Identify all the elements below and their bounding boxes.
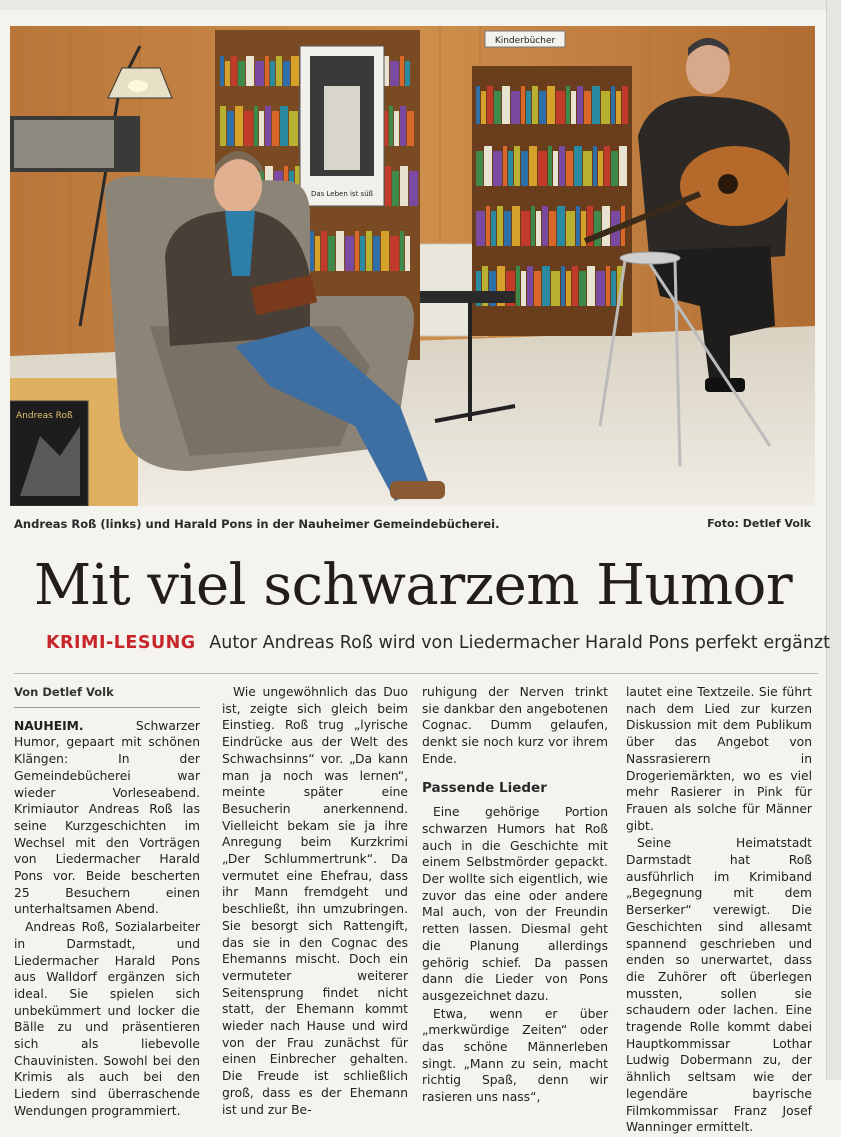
page-edge-top: [0, 0, 826, 10]
paragraph-5: Etwa, wenn er über „merkwürdige Zeiten“ oder das schöne Männerleben singt. „Mann zu sein, macht richtig Spaß, denn wir rasieren uns nass“,: [422, 1006, 608, 1105]
shelf-sign-text: Kinderbücher: [494, 36, 556, 46]
photo-caption: Andreas Roß (links) und Harald Pons in der Nauheimer Gemeindebücherei.: [14, 517, 500, 531]
article-column-2: [222, 684, 408, 1119]
article-subhead: Autor Andreas Roß wird von Liedermacher Harald Pons perfekt ergänzt: [209, 633, 830, 653]
article-headline: Mit viel schwarzem Humor: [33, 553, 793, 618]
article-column-1: [14, 684, 200, 1121]
paragraph-2: Andreas Roß, Sozialarbeiter in Darmstadt, und Liedermacher Harald Pons aus Walldorf ergänzen sich ideal. Sie spielen sich unbekümmert und locker die Bälle zu und präsentieren sich als liebevolle Chauvinisten. Sowohl bei den Krimis als auch bei den Liedern sind überraschende Wendungen programmiert.: [14, 920, 200, 1118]
poster-text: Das Leben ist süß: [310, 190, 374, 198]
byline: Von Detlef Volk: [14, 684, 200, 708]
book-cover-text: Andreas Roß: [16, 411, 73, 421]
photo-credit: Foto: Detlef Volk: [707, 517, 811, 530]
paragraph-3: Wie ungewöhnlich das Duo ist, zeigte sich gleich beim Einstieg. Roß trug „lyrische Eindrücke aus der Welt des Schwachsinns“ vor. „Da kann man ja noch was lernen“, meinte später eine Besucherin anerkennend. Vielleicht bekam sie ja ihre Anregung beim Kurzkrimi „Der Schlummertrunk“. Da vermutet eine Ehefrau, dass ihr Mann fremdgeht und beschließt, ihn umzubringen. Sie besorgt sich Rattengift, das sie in den Cognac des Ehemanns mischt. Doch ein vermuteter weiterer Seitensprung findet nicht statt, der Ehemann kommt wieder nach Hause und wird von der Frau zunächst für einen Einbrecher gehalten. Die Freude ist schließlich groß, dass es der Ehemann ist und zur Be-: [222, 685, 408, 1117]
kicker-line: [46, 633, 830, 653]
paragraph-4: Eine gehörige Portion schwarzen Humors hat Roß auch in die Geschichte mit einem Selbstmörder gepackt. Der wollte sich eigentlich, wie zuvor das eine oder andere Mal auch, von der Freundin retten lassen. Diesmal geht die Planung allerdings gehörig schief. Da passen dann die Lieder von Pons ausgezeichnet dazu.: [422, 805, 608, 1003]
paragraph-3-cont: ruhigung der Nerven trinkt sie dankbar den angebotenen Cognac. Dumm gelaufen, denkt sie noch kurz vor ihrem Ende.: [422, 685, 608, 766]
article-kicker: KRIMI-LESUNG: [46, 633, 196, 653]
dateline: NAUHEIM.: [14, 718, 84, 733]
article-column-4: [626, 684, 812, 1137]
page-edge-right: [826, 0, 841, 1080]
photo-illustration: [10, 26, 815, 506]
paragraph-5-cont: lautet eine Textzeile. Sie führt nach dem Lied zur kurzen Diskussion mit dem Publikum über das Angebot von Nassrasierern in Drogeriemärkten, wo es viel mehr Rasierer in Pink für Frauen als solche für Männer gibt.: [626, 685, 812, 833]
article-column-3: [422, 684, 608, 1107]
lead-paragraph: [14, 718, 200, 918]
lead-text: Schwarzer Humor, gepaart mit schönen Klängen: In der Gemeindebücherei war wieder Vorleseabend. Krimiautor Andreas Roß las seine Kurzgeschichten im Wechsel mit den Vorträgen von Liedermacher Harald Pons vor. Beide bescherten 25 Besuchern einen unterhaltsamen Abend.: [14, 718, 200, 917]
article-photo: [10, 26, 815, 506]
intertitle: Passende Lieder: [422, 779, 547, 796]
headline-rule: [14, 673, 818, 674]
paragraph-6: Seine Heimatstadt Darmstadt hat Roß ausführlich im Krimiband „Begegnung mit dem Berserker“ verewigt. Die Geschichten sind allesamt spannend geschrieben und enden so unerwartet, dass die Zuhörer oft überlegen mussten, sollen sie schaudern oder lachen. Eine tragende Rolle kommt dabei Hauptkommissar Lothar Ludwig Dobermann zu, der ähnlich seltsam wie der legendäre bayrische Filmkommissar Franz Josef Wanninger ermittelt.: [626, 836, 812, 1135]
